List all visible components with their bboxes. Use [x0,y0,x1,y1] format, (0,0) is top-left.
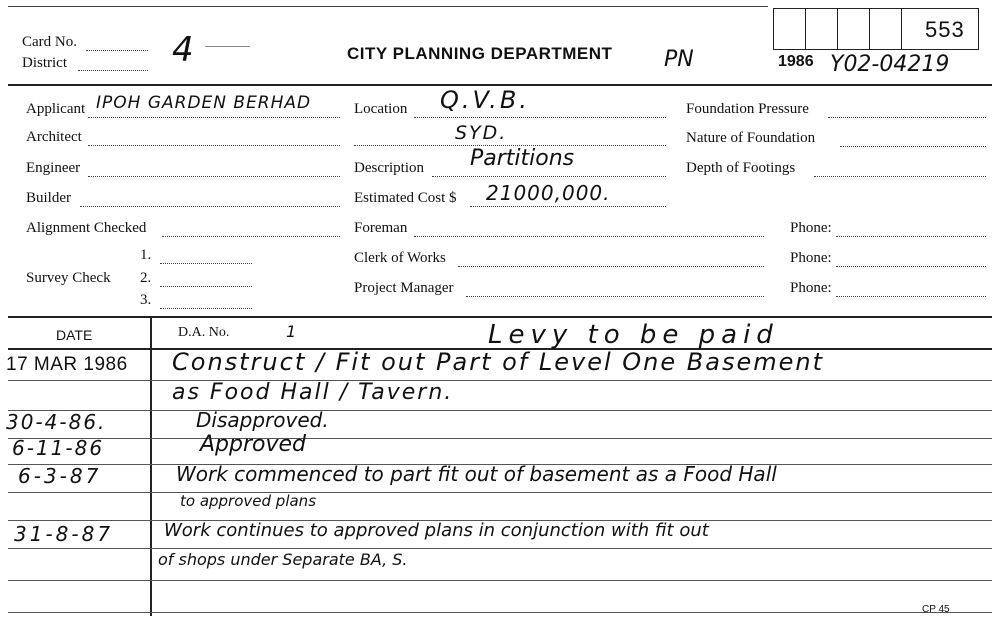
estimated-cost-label: Estimated Cost $ [354,190,457,206]
foreman-label: Foreman [354,220,408,236]
card-no-label: Card No. [22,34,77,50]
row-text: Construct / Fit out Part of Level One Basement [172,348,824,376]
row-text: Work commenced to part fit out of basement as a Food Hall [176,462,777,486]
phone-label-1: Phone: [790,220,832,236]
applicant-label: Applicant [26,101,86,117]
number-box-cell [805,8,838,50]
builder-dots [80,206,340,207]
survey-item-1: 1. [140,247,152,263]
top-border [8,6,768,7]
row-rule [8,612,992,613]
location-label: Location [354,101,408,117]
row-rule [8,410,992,411]
number-box-cell [837,8,870,50]
architect-dots [88,145,340,146]
alignment-dots [162,236,340,237]
applicant-dots [88,117,340,118]
foreman-dots [414,236,764,237]
depth-dots [814,176,986,177]
clerk-label: Clerk of Works [354,250,446,266]
row-text: Disapproved. [196,408,329,432]
row-rule [8,380,992,381]
card-no-underline [205,46,250,47]
row-rule [8,548,992,549]
department-title: CITY PLANNING DEPARTMENT [347,44,613,63]
form-code: CP 45 [922,604,950,615]
row-rule [8,492,992,493]
estimated-cost-value: 21000,000. [486,181,611,205]
phone-dots-2 [836,266,986,267]
description-label: Description [354,160,424,176]
row-rule [8,580,992,581]
row-date: 6-3-87 [18,464,102,488]
file-ref: Y02-04219 [830,52,950,77]
survey-dots-2 [160,286,252,287]
survey-dots-3 [160,308,252,309]
nature-label: Nature of Foundation [686,130,816,146]
year: 1986 [778,53,814,70]
row-date: 17 MAR 1986 [6,354,128,375]
row-text: to approved plans [180,492,317,510]
da-label: D.A. No. [178,325,230,340]
foundation-pressure-dots [828,117,986,118]
foundation-pressure-label: Foundation Pressure [686,101,809,117]
nature-dots [840,146,986,147]
survey-label: Survey Check [26,270,111,286]
builder-label: Builder [26,190,71,206]
applicant-value: IPOH GARDEN BERHAD [96,93,312,113]
project-manager-dots [466,296,764,297]
date-header: DATE [56,327,93,343]
clerk-dots [458,266,764,267]
row-date: 6-11-86 [12,436,105,460]
alignment-label: Alignment Checked [26,220,147,236]
depth-label: Depth of Footings [686,160,796,176]
location-value-1: Q.V.B. [440,86,530,114]
engineer-dots [88,176,340,177]
number-box-cell [869,8,902,50]
location-value-2: SYD. [455,122,508,144]
location-dots [414,117,666,118]
date-column-divider [150,316,152,616]
card-no-dots [86,50,148,51]
row-date: 31-8-87 [14,522,114,546]
initials: PN [664,47,694,72]
row-text: Approved [200,432,307,457]
da-value: 1 [286,322,297,341]
row-text: of shops under Separate BA, S. [158,550,408,569]
row-rule [8,438,992,439]
phone-label-2: Phone: [790,250,832,266]
district-dots [78,70,148,71]
description-dots [432,176,666,177]
description-value: Partitions [470,146,575,171]
architect-label: Architect [26,129,82,145]
survey-item-3: 3. [140,292,152,308]
survey-dots-1 [160,263,252,264]
phone-dots-3 [836,296,986,297]
row-text: Work continues to approved plans in conjunction with fit out [164,520,709,541]
phone-dots-1 [836,236,986,237]
engineer-label: Engineer [26,160,81,176]
levy-note: Levy to be paid [488,320,779,350]
district-label: District [22,55,67,71]
card-no-value: 4 [172,30,194,70]
phone-label-3: Phone: [790,280,832,296]
table-top-border [8,316,992,318]
estimated-cost-dots [470,206,666,207]
card-number: 553 [925,17,965,42]
number-box-cell [773,8,806,50]
row-date: 30-4-86. [6,410,107,434]
survey-item-2: 2. [140,270,152,286]
project-manager-label: Project Manager [354,280,454,296]
row-text: as Food Hall / Tavern. [172,380,454,405]
